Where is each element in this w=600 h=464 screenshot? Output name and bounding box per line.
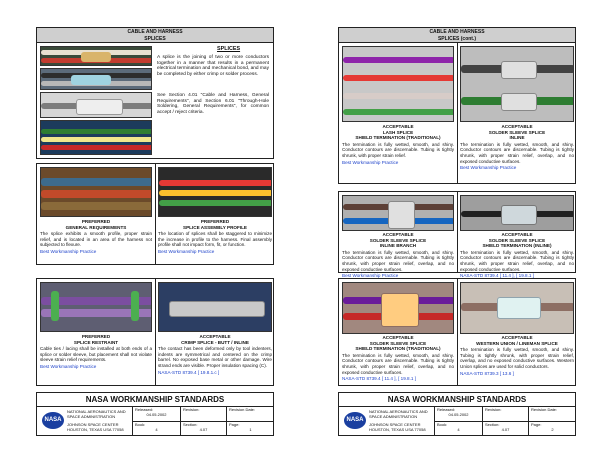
panel-body: The termination is fully wetted, smooth, and shiny. Conductor contours are discernable. Tubing is tightly shrunk, with proper strain relief, overlap, and no exposed conductive surfaces. xyxy=(342,352,454,375)
released-label: Released: xyxy=(135,407,154,412)
panel-reference-link[interactable]: Best Workmanship Practice xyxy=(342,273,399,279)
photo-splice-sleeve xyxy=(40,92,152,118)
book-cell xyxy=(434,421,482,436)
revision-date-cell xyxy=(528,406,576,421)
panel-lash-splice xyxy=(342,124,454,165)
footer-title: NASA WORKMANSHIP STANDARDS xyxy=(339,393,575,407)
photo-splice-restraint xyxy=(40,282,152,332)
panel-status: PREFERRED xyxy=(81,334,111,339)
panel-subtitle: SHIELD TERMINATION (TRADITIONAL) xyxy=(355,135,441,141)
panel-title: LASH SPLICE xyxy=(382,129,414,135)
panel-reference-link[interactable]: NASA-STD 8739.4 [ 11.4 ], [ 19.8.1 ] xyxy=(460,273,534,279)
panel-body: Cable ties / lacing shall be installed at both ends of a splice or solder sleeve, but placement shall not violate sleeve strain relief requirements. xyxy=(40,346,152,363)
panel-status: ACCEPTABLE xyxy=(501,124,533,129)
header-line2: SPLICES (cont.) xyxy=(437,35,477,42)
footer-org xyxy=(67,409,129,432)
page-value: 1 xyxy=(249,427,252,432)
panel-subtitle: INLINE BRANCH xyxy=(379,243,417,249)
released-label: Released: xyxy=(437,407,456,412)
panel-reference-link[interactable]: Best Workmanship Practice xyxy=(40,363,97,369)
footer-org xyxy=(369,409,431,432)
section-header xyxy=(339,28,575,43)
page-cell xyxy=(226,421,274,436)
panel-row-r2 xyxy=(338,191,576,279)
panel-crimp-splice xyxy=(158,334,272,375)
panel-reference-link[interactable]: Best Workmanship Practice xyxy=(158,248,215,254)
panel-status: ACCEPTABLE xyxy=(382,335,414,340)
book-value: 4 xyxy=(155,427,158,432)
section-label: Section: xyxy=(485,422,500,427)
header-line1: CABLE AND HARNESS xyxy=(429,29,485,35)
book-value: 4 xyxy=(457,427,460,432)
released-cell xyxy=(434,406,482,421)
photo-crimp-splice xyxy=(158,282,272,332)
panel-title: CRIMP SPLICE - BUTT / INLINE xyxy=(181,339,249,345)
revision-label: Revision: xyxy=(485,407,502,412)
panel-title: WESTERN UNION / LINEMAN SPLICE xyxy=(476,340,558,346)
panel-body: The location of splices shall be staggered to minimize the increase in profile to the harness. Final assembly profile shall not impact form, fit, or function. xyxy=(158,231,272,248)
panel-solder-sleeve-shield-traditional xyxy=(342,335,454,382)
book-label: Book: xyxy=(135,422,146,427)
panel-status: ACCEPTABLE xyxy=(501,232,533,237)
panel-title: SPLICE ASSEMBLY PROFILE xyxy=(183,224,247,230)
nasa-logo-icon: NASA xyxy=(42,412,64,429)
panel-reference-link[interactable]: Best Workmanship Practice xyxy=(342,159,399,165)
panel-status: ACCEPTABLE xyxy=(501,335,533,340)
panel-body: The termination is fully wetted, smooth, and shiny. Conductor contours are discernable. Tubing is tightly shrunk, with proper strain relief. xyxy=(342,141,454,158)
panel-body: The splice exhibits a smooth profile, proper strain relief, and is located in an area of the harness not subjected to flexure. xyxy=(40,231,152,248)
footer-block xyxy=(338,392,576,436)
book-cell xyxy=(132,421,180,436)
section-cell xyxy=(482,421,528,436)
panel-body: The contact has been deformed only by tool indenters, indents are symmetrical and centered on the crimp barrel. No exposed base metal or other damage. Wire strand ends are visible. Proper insulation spacing (C). xyxy=(158,346,272,368)
panel-body: The termination is fully wetted, smooth, and shiny. Conductor contours are discernable. Tubing is tightly shrunk, with proper strain relief, overlap, and no exposed conductive surfaces. xyxy=(460,249,574,272)
photo-lash-splice xyxy=(342,46,454,122)
panel-title: SPLICE RESTRAINT xyxy=(73,339,119,345)
released-value: 04.05.2002 xyxy=(146,412,167,417)
panel-splice-assembly-profile xyxy=(158,219,272,255)
panel-solder-sleeve-branch xyxy=(342,232,454,279)
header-line2: SPLICES xyxy=(144,35,166,42)
splices-title: SPLICES xyxy=(217,46,241,52)
revision-label: Revision: xyxy=(183,407,200,412)
photo-solder-sleeve-shield-inline xyxy=(460,195,574,231)
photo-splice-wires-1 xyxy=(40,46,152,66)
photo-western-union-splice xyxy=(460,282,574,334)
footer-block xyxy=(36,392,274,436)
released-cell xyxy=(132,406,180,421)
panel-row-r3 xyxy=(338,278,576,386)
intro-section xyxy=(36,27,274,159)
photo-solder-sleeve-shield-traditional xyxy=(342,282,454,334)
section-header xyxy=(37,28,273,43)
panel-title: SOLDER SLEEVE SPLICE xyxy=(488,129,546,135)
page-right xyxy=(300,0,600,464)
panel-general-requirements xyxy=(40,219,152,255)
photo-solder-sleeve-branch xyxy=(342,195,454,231)
footer-title: NASA WORKMANSHIP STANDARDS xyxy=(37,393,273,407)
panel-body: The termination is fully wetted, smooth, and shiny. Conductor contours are discernable. Tubing is tightly shrunk, with proper strain relief, overlap, and no exposed conductive surfaces. xyxy=(460,141,574,164)
panel-subtitle: SHIELD TERMINATION (TRADITIONAL) xyxy=(355,346,441,352)
panel-status: PREFERRED xyxy=(81,219,111,224)
panel-title: SOLDER SLEEVE SPLICE xyxy=(488,237,546,243)
panel-reference-link[interactable]: Best Workmanship Practice xyxy=(40,248,97,254)
panel-body: The termination is fully wetted, smooth, and shiny. Conductor contours are discernable. Tubing is tightly shrunk, with proper strain relief, overlap, and no exposed conductive surfaces. xyxy=(342,249,454,272)
splices-body: A splice is the joining of two or more conductors together in a manner that results in a permanent electrical termination and mechanical bond, and may be completed by either crimp or solder process. xyxy=(157,55,269,78)
panel-status: ACCEPTABLE xyxy=(382,232,414,237)
revision-date-cell xyxy=(226,406,274,421)
panel-status: ACCEPTABLE xyxy=(199,334,231,339)
panel-reference-link[interactable]: NASA-STD 8739.3 [ 13.6 ] xyxy=(460,370,514,376)
page-cell xyxy=(528,421,576,436)
panel-title: SOLDER SLEEVE SPLICE xyxy=(369,237,427,243)
photo-splice-crimp xyxy=(40,120,152,155)
panel-subtitle: INLINE xyxy=(509,135,525,141)
header-line1: CABLE AND HARNESS xyxy=(127,29,183,35)
panel-reference-link[interactable]: NASA-STD 8739.4 [ 19.8.1.c ] xyxy=(158,369,220,375)
splices-note: See Section 4.01 "Cable and Harness, General Requirements", and Section 6.01 "Through-Hole Soldering, General Requirements", for common accept / reject criteria. xyxy=(157,93,269,116)
panel-title: SOLDER SLEEVE SPLICE xyxy=(369,340,427,346)
photo-splice-wires-2 xyxy=(40,68,152,90)
panel-status: PREFERRED xyxy=(200,219,230,224)
panel-title: GENERAL REQUIREMENTS xyxy=(65,224,127,230)
panel-body: The termination is fully wetted, smooth, and shiny. Tubing is tightly shrunk, with proper strain relief, overlap, and no exposed conductive surfaces. Western Union splices are used for solid conductors. xyxy=(460,347,574,369)
org-name: NATIONAL AERONAUTICS AND SPACE ADMINISTRATION xyxy=(369,409,428,419)
section-cell xyxy=(180,421,226,436)
page-label: Page: xyxy=(531,422,542,427)
panel-reference-link[interactable]: Best Workmanship Practice xyxy=(460,165,517,171)
section-value: 4.07 xyxy=(199,427,208,432)
panel-splice-restraint xyxy=(40,334,152,370)
panel-row-2 xyxy=(36,278,274,386)
org-name: NATIONAL AERONAUTICS AND SPACE ADMINISTRATION xyxy=(67,409,126,419)
revision-cell xyxy=(482,406,528,421)
page-label: Page: xyxy=(229,422,240,427)
panel-reference-link[interactable]: NASA-STD 8739.4 [ 11.4 ], [ 19.8.1 ] xyxy=(342,376,416,382)
section-value: 4.07 xyxy=(501,427,510,432)
panel-row-1 xyxy=(36,163,274,265)
panel-subtitle: SHIELD TERMINATION (INLINE) xyxy=(482,243,552,249)
revision-cell xyxy=(180,406,226,421)
org-address: JOHNSON SPACE CENTER HOUSTON, TEXAS USA 77058 xyxy=(67,422,124,432)
org-address: JOHNSON SPACE CENTER HOUSTON, TEXAS USA 77058 xyxy=(369,422,426,432)
photo-general-requirements xyxy=(40,167,152,217)
nasa-logo-icon: NASA xyxy=(344,412,366,429)
revision-date-label: Revision Date: xyxy=(531,407,558,412)
panel-solder-sleeve-shield-inline xyxy=(460,232,574,279)
panel-western-union-splice xyxy=(460,335,574,376)
panel-status: ACCEPTABLE xyxy=(382,124,414,129)
revision-date-label: Revision Date: xyxy=(229,407,256,412)
released-value: 04.05.2002 xyxy=(448,412,469,417)
section-label: Section: xyxy=(183,422,198,427)
photo-solder-sleeve-inline xyxy=(460,46,574,122)
photo-splice-assembly-profile xyxy=(158,167,272,217)
book-label: Book: xyxy=(437,422,448,427)
page-value: 2 xyxy=(551,427,554,432)
panel-solder-sleeve-inline xyxy=(460,124,574,171)
panel-row-r1 xyxy=(338,27,576,184)
